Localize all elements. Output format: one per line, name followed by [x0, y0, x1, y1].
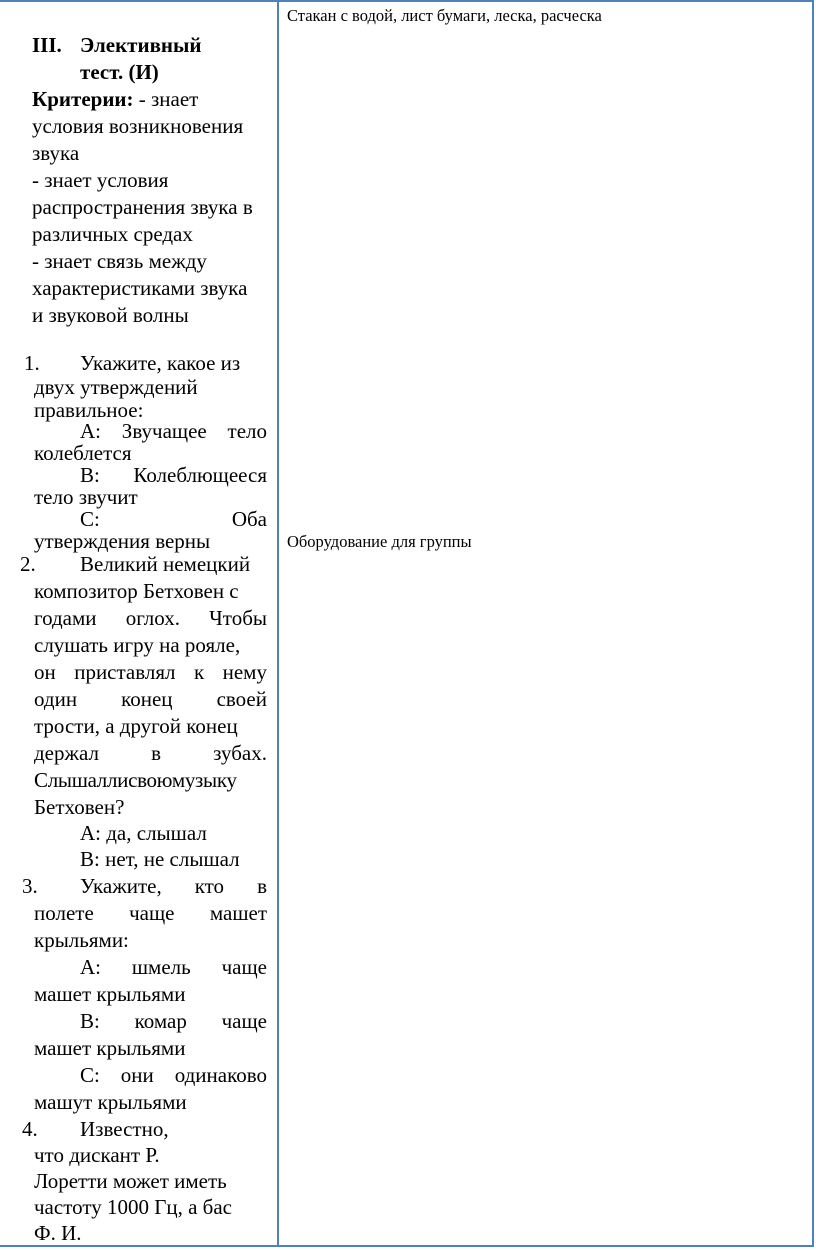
criteria-text-4: - знает условия: [32, 168, 169, 192]
criteria-text-6: различных средах: [32, 222, 193, 246]
q3-line-3: крыльями:: [34, 928, 129, 952]
q3-number: 3.: [22, 874, 38, 898]
q2-line-4: слушать игру на рояле,: [34, 633, 241, 657]
q3-answer-a-cont: машет крыльями: [34, 982, 186, 1006]
q3-answer-a: А: шмель чаще: [80, 955, 267, 979]
q3-answer-c: С: они одинаково: [80, 1063, 267, 1087]
q1-answer-b: В: Колеблющееся: [80, 463, 267, 487]
criteria-text-3: звука: [32, 141, 80, 165]
criteria-text-2: условия возникновения: [32, 114, 244, 138]
equipment-label: Оборудование для группы: [287, 532, 472, 551]
q2-line-6: один конец своей: [34, 687, 267, 711]
section-title-line1: Элективный: [80, 33, 202, 57]
q2-line-9: Слышаллисвоюмузыку: [34, 768, 237, 792]
q2-line-1: Великий немецкий: [80, 552, 251, 576]
criteria-text-8: характеристиками звука: [32, 276, 248, 300]
criteria-line: [32, 86, 198, 112]
criteria-label: Критерии:: [32, 87, 134, 111]
q4-line-5: Ф. И.: [34, 1221, 82, 1245]
section-number: III.: [32, 33, 62, 57]
equipment-list: Стакан с водой, лист бумаги, леска, расческа: [287, 6, 602, 25]
criteria-text-5: распространения звука в: [32, 195, 253, 219]
q3-line-1: Укажите, кто в: [80, 874, 267, 898]
q2-line-8: держал в зубах.: [34, 741, 267, 765]
q3-answer-b: В: комар чаще: [80, 1009, 267, 1033]
q2-line-2: композитор Бетховен с: [34, 579, 239, 603]
q1-line-1: Укажите, какое из: [80, 351, 241, 375]
q4-number: 4.: [22, 1117, 38, 1141]
q1-answer-c: С: Оба: [80, 507, 267, 531]
criteria-text-7: - знает связь между: [32, 249, 207, 273]
q1-answer-a-cont: колеблется: [34, 441, 132, 465]
q4-line-2: что дискант Р.: [34, 1143, 160, 1167]
criteria-text-1: - знает: [133, 87, 199, 111]
q3-line-2: полете чаще машет: [34, 901, 267, 925]
q4-line-4: частоту 1000 Гц, а бас: [34, 1195, 233, 1219]
q2-line-10: Бетховен?: [34, 795, 125, 819]
q2-answer-b: В: нет, не слышал: [80, 847, 240, 871]
q3-answer-c-cont: машут крыльями: [34, 1090, 187, 1114]
section-title-line2: тест. (И): [80, 60, 159, 84]
q2-line-5: он приставлял к нему: [34, 660, 267, 684]
q2-line-7: трости, а другой конец: [34, 714, 238, 738]
q1-line-3: правильное:: [34, 398, 144, 422]
q1-answer-c-cont: утверждения верны: [34, 529, 211, 553]
q2-number: 2.: [20, 552, 36, 576]
q1-number: 1.: [24, 351, 40, 375]
criteria-text-9: и звуковой волны: [32, 303, 189, 327]
left-column: [0, 0, 277, 1247]
q4-line-3: Лоретти может иметь: [34, 1169, 227, 1193]
q3-answer-b-cont: машет крыльями: [34, 1036, 186, 1060]
right-column: [279, 0, 814, 1247]
q1-answer-a: А: Звучащее тело: [80, 419, 267, 443]
q4-line-1: Известно,: [80, 1117, 169, 1141]
q1-answer-b-cont: тело звучит: [34, 485, 138, 509]
q2-line-3: годами оглох. Чтобы: [34, 606, 267, 630]
q1-line-2: двух утверждений: [34, 375, 198, 399]
q2-answer-a: А: да, слышал: [80, 821, 207, 845]
